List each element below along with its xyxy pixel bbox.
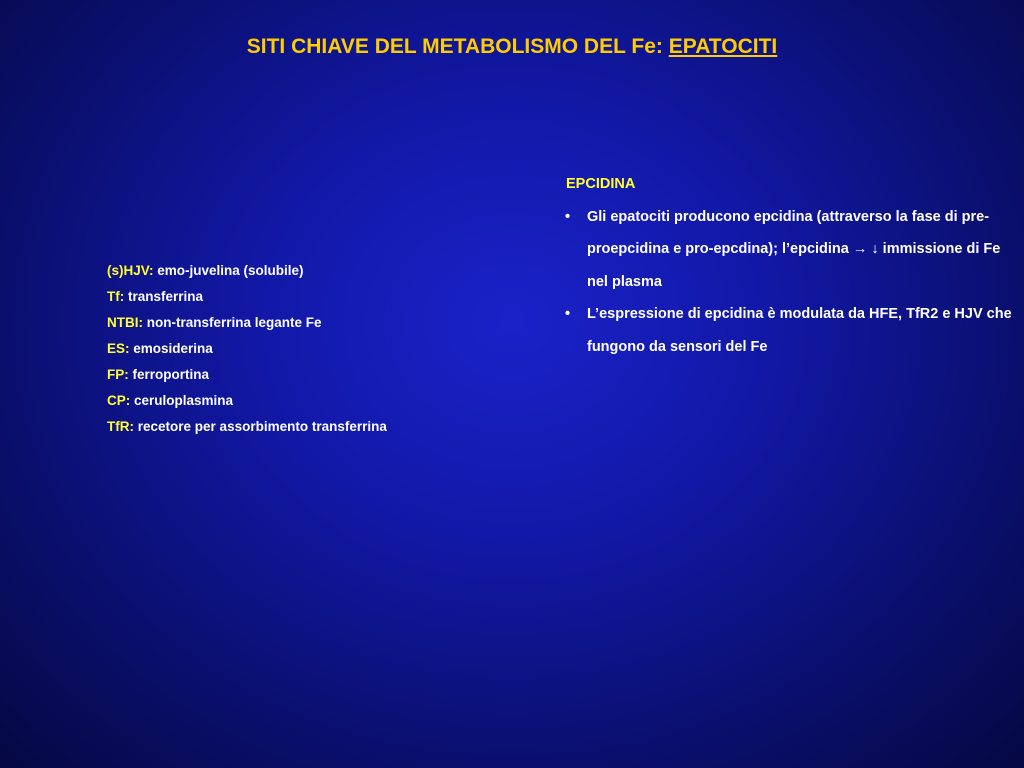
legend-text: emo-juvelina (solubile): [157, 263, 304, 278]
epcidina-bullet-text: L’espressione di epcidina è modulata da HFE, TfR2 e HJV che fungono da sensori del Fe: [587, 306, 1012, 355]
legend-abbr: CP:: [107, 393, 131, 408]
epcidina-bullet: [563, 201, 1013, 299]
legend-text: ceruloplasmina: [134, 393, 234, 408]
slide-title-emphasis: EPATOCITI: [668, 35, 778, 58]
epcidina-bullet-text: Gli epatociti producono epcidina (attraverso la fase di pre-proepcidina e pro-epcdina); l’epcidina → ↓ immissione di Fe nel plasma: [587, 208, 1001, 290]
legend-abbr: Tf:: [107, 289, 125, 304]
legend-text: ferroportina: [132, 367, 210, 382]
bullet-icon: •: [565, 306, 571, 322]
legend-item-tfr: [107, 414, 507, 440]
legend-item-shjv: [107, 258, 507, 284]
slide-title-prefix: SITI CHIAVE DEL METABOLISMO DEL Fe:: [246, 35, 663, 58]
slide-title: [0, 35, 1024, 59]
legend-item-ntbi: [107, 310, 507, 336]
legend-text: non-transferrina legante Fe: [146, 315, 322, 330]
legend-abbr: TfR:: [107, 419, 134, 434]
legend-item-es: [107, 336, 507, 362]
legend-abbr: NTBI:: [107, 315, 143, 330]
legend-item-cp: [107, 388, 507, 414]
legend-text: emosiderina: [133, 341, 213, 356]
legend-abbr: (s)HJV:: [107, 263, 154, 278]
bullet-icon: •: [565, 208, 571, 225]
epcidina-section: [563, 168, 1013, 363]
legend-text: transferrina: [128, 289, 204, 304]
legend-abbr: ES:: [107, 341, 130, 356]
legend-abbr: FP:: [107, 367, 129, 382]
abbreviation-legend: [107, 258, 507, 440]
legend-item-fp: [107, 362, 507, 388]
legend-text: recetore per assorbimento transferrina: [137, 419, 387, 434]
epcidina-heading: EPCIDINA: [566, 176, 636, 192]
legend-item-tf: [107, 284, 507, 310]
epcidina-bullet: [563, 298, 1013, 363]
